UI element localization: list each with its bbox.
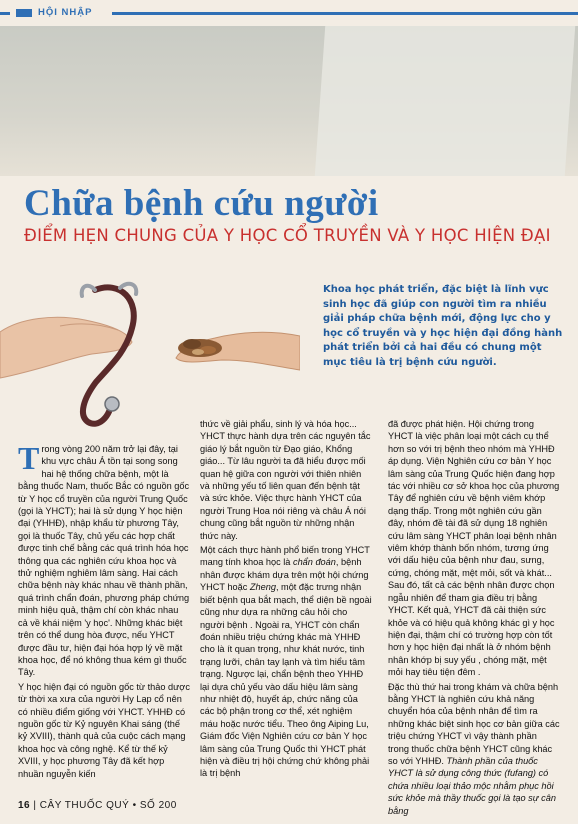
issue-number: SỐ 200 bbox=[139, 800, 177, 811]
text-column-1 bbox=[18, 440, 190, 782]
paragraph: đã được phát hiện. Hội chứng trong YHCT là việc phân loại một cách cụ thể hơn so với trị bệnh theo nhóm mà YHHĐ áp dụng. Viện Nghiên cứu cơ bản Y học lâm sàng của Trung Quốc hiện đang hợp tác với nhiều cơ sở khoa học của phương Tây để nghiên cứu về bệnh viêm khớp dạng thấp. Trong một nghiên cứu gần đây, nhóm đề tài đã sử dụng 18 nghiên cứu lâm sàng YHCT phân loại bệnh nhân viêm khớp thành bốn nhóm, tương ứng với dấu hiệu của bệnh như đau, sưng, cứng, chóng mặt, mệt mỏi, sốt và khát... Sau đó, tất cả các bệnh nhân được chọn ngẫu nhiên để tham gia điều trị bằng YHCT. Kết quả, YHCT đã cải thiện sức khỏe và có hiệu quả không khác gì y học hiện đại, thậm chí có trường hợp còn tốt hơn y học hiện đại nhất là ở nhóm bệnh nhân khớp bị suy yếu , chóng mặt, mệt mỏi hay tiêu tiện đêm . bbox=[388, 419, 560, 678]
article-lead: Khoa học phát triển, đặc biệt là lĩnh vực sinh học đã giúp con người tìm ra nhiều giải pháp chữa bệnh mới, động lực cho y học cổ truyền và y học hiện đại đồng hành phát triển bởi cả hai đều có chung một mục tiêu là trị bệnh cứu người. bbox=[323, 284, 563, 368]
text-column-3 bbox=[388, 418, 560, 819]
magazine-name: CÂY THUỐC QUÝ bbox=[39, 800, 130, 811]
paragraph: Trong vòng 200 năm trở lại đây, tại khu vực châu Á tồn tại song song hai hệ thống chữa bệnh, một là bằng thuốc Nam, thuốc Bắc có nguồn gốc từ Y học cổ truyền của người Trung Quốc (gọi là YHCT); hai là sử dụng Y học hiện đại (YHHĐ), nhập khẩu từ phương Tây, gọi là thuốc Tây, chủ yếu các hợp chất được tinh chế bằng các quá trình hóa học thông qua các nghiên cứu khoa học và thử nghiệm nghiêm lâm sàng. Hai cách chữa bệnh này khác nhau về thành phần, quá trình chẩn đoán, phương pháp chứng minh hiệu quả, thậm chí còn khác nhau cả về khái niệm 'y học'. Những khác biệt trên có thể dung hòa được, nếu YHCT được đầu tư, hiện đại hóa hợp lý về mặt khoa học, để nó không thua kém gì thuốc Tây. bbox=[18, 440, 190, 678]
article-subtitle: ĐIỂM HẸN CHUNG CỦA Y HỌC CỔ TRUYỀN VÀ Y HỌC HIỆN ĐẠI bbox=[24, 226, 551, 246]
text-column-2 bbox=[200, 418, 372, 782]
article-title: Chữa bệnh cứu người bbox=[24, 183, 379, 224]
section-label: HỘI NHẬP bbox=[10, 4, 112, 22]
page-footer: 16 | CÂY THUỐC QUÝ • SỐ 200 bbox=[18, 800, 177, 811]
paragraph: Một cách thực hành phổ biến trong YHCT mang tính khoa học là chẩn đoán, bệnh nhân được khám dựa trên một hội chứng YHCT hoặc Zheng, một đặc trưng nhận biết bệnh qua bắt mạch, thể diện bề ngoài cũng như dựa ra những câu hỏi cho người bệnh . Ngoài ra, YHCT còn chẩn đoán nhiều triệu chứng khác mà YHHĐ cho là ít quan trọng, như khát nước, tinh trạng lưỡi, chân tay lạnh và tìm hiểu tâm trạng. Ngược lại, chẩn bệnh theo YHHĐ lại dựa chủ yếu vào dấu hiệu lâm sàng như nhiệt độ, huyết áp, chức năng của các bộ phận trong cơ thể, xét nghiệm máu hoặc nước tiểu. Theo ông Aiping Lu, Giám đốc Viện Nghiên cứu cơ bản Y học lâm sàng của Trung Quốc thì YHCT phát hiện và điều trị hội chứng chứ không phải là trị bệnh bbox=[200, 545, 372, 779]
paragraph: Đặc thù thứ hai trong khám và chữa bệnh bằng YHCT là nghiên cứu khả năng chuyển hóa của bệnh nhân để tìm ra những khác biệt sinh học cơ bản giữa các triệu chứng YHCT vì vậy thành phần trong thuốc chữa bệnh YHCT cũng khác so với YHHĐ. Thành phần của thuốc YHCT là sử dụng công thức (fufang) có chứa nhiều loại thảo mộc nhằm phục hồi sức khỏe mà thầy thuốc gọi là tạo sự cân bằng bbox=[388, 681, 560, 816]
section-header bbox=[0, 0, 578, 26]
drop-cap: T bbox=[18, 440, 40, 476]
stethoscope-photo bbox=[0, 270, 300, 430]
page-number: 16 bbox=[18, 800, 31, 811]
hero-background-image bbox=[0, 26, 578, 176]
paragraph: thức về giải phẩu, sinh lý và hóa học... YHCT thực hành dựa trên các nguyên tắc giáo lý bắt nguồn từ Đạo giáo, Khổng giáo... Từ lâu người ta đã hiểu được mối quan hệ giữa con người với thiên nhiên và những yếu tố liên quan đến bệnh tật và sức khỏe. Việc thực hành YHCT của người Trung Hoa nói riêng và châu Á nói chung cũng bắt nguồn từ những nhận thức này. bbox=[200, 419, 371, 541]
paragraph: Y học hiện đại có nguồn gốc từ thảo dược từ thời xa xưa của người Hy Lạp cổ nên có nhiều điểm giống với YHCT. YHHĐ có nguồn gốc từ Kỷ nguyên Khai sáng (thế kỷ XVIII), thành quả của cuộc cách mạng khoa học và công nghệ. Kể từ thế kỷ XVIII, y học phương Tây đã kết hợp nhuần nguyễn kiến bbox=[18, 681, 190, 779]
